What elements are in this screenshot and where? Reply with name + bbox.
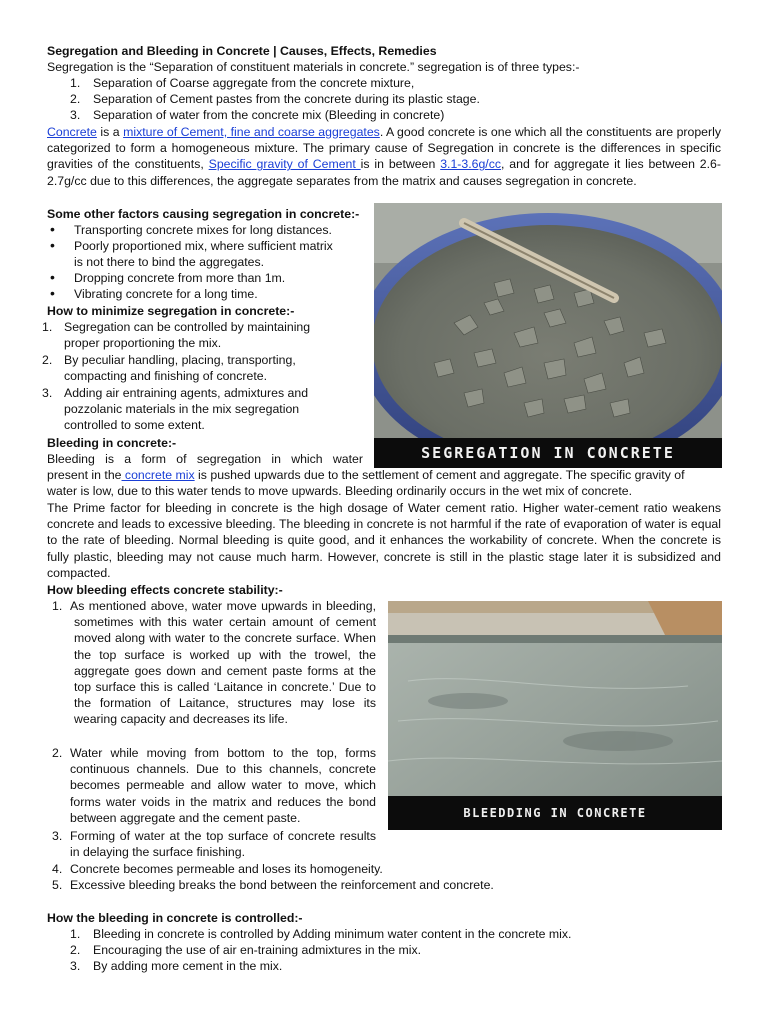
- list-number: 3.: [42, 386, 53, 400]
- list-number: 1.: [70, 76, 81, 90]
- list-number: 1.: [52, 599, 63, 613]
- prime-factor-paragraph: The Prime factor for bleeding in concrete is the high dosage of Water cement ratio. Higher water-cement ratio weakens concrete and leads to excessive bleeding. The bleeding in concrete is not harmful if the rate of evaporation of water is equal to the rate of bleeding. Normal bleeding is quite good, and it enhances the workability of concrete. When the concrete is fully plastic, bleeding may not cause much harm. However, concrete is still in the plastic stage later it is subsidized and compacted.: [47, 501, 721, 580]
- minimize-item-continued: pozzolanic materials in the mix segregation: [64, 402, 300, 416]
- controlled-item: By adding more cement in the mix.: [93, 959, 283, 973]
- link-mixture[interactable]: mixture of Cement, fine and coarse aggregates: [123, 125, 380, 139]
- list-number: 5.: [52, 878, 63, 892]
- bleeding-line: [47, 467, 685, 483]
- list-number: 3.: [52, 829, 63, 843]
- text-span: , and for aggregate it lies between 2.6-2.7g/cc due to this differences, the aggregate separates from the matrix and causes segregation in concrete.: [47, 157, 721, 188]
- link-concrete-mix[interactable]: concrete mix: [121, 468, 195, 482]
- doc-title: Segregation and Bleeding in Concrete | Causes, Effects, Remedies: [47, 44, 437, 58]
- segregation-photo: [374, 203, 722, 468]
- list-number: 3.: [70, 959, 81, 973]
- factor-item: Transporting concrete mixes for long distances.: [74, 223, 332, 237]
- link-gravity-range[interactable]: 3.1-3.6g/cc: [440, 157, 502, 172]
- factor-item-continued: is not there to bind the aggregates.: [74, 255, 265, 269]
- controlled-item: Encouraging the use of air en-training admixtures in the mix.: [93, 943, 422, 957]
- text-span: is a: [96, 125, 124, 139]
- text-span: . A good concrete is one which all the constituents are properly categorized to form a homogeneous mixture. The primary cause of Segregation in concrete is the differences in specific gravities of the constituents,: [47, 125, 721, 172]
- effect-item: Forming of water at the top surface of concrete results in delaying the surface finishing.: [70, 829, 376, 860]
- list-number: 1.: [70, 927, 81, 941]
- list-number: 2.: [70, 943, 81, 957]
- link-specific-gravity[interactable]: Specific gravity of Cement: [208, 157, 361, 172]
- bleeding-line: water is low, due to this water tends to move upwards. Bleeding ordinarily occurs in the wet mix of concrete.: [47, 484, 633, 498]
- bleeding-photo: [388, 601, 722, 830]
- bullet-icon: •: [50, 221, 55, 237]
- bullet-icon: •: [50, 237, 55, 253]
- minimize-item: Adding air entraining agents, admixtures and: [64, 386, 309, 400]
- type-item: Separation of Cement pastes from the concrete during its plastic stage.: [93, 92, 480, 106]
- list-number: 1.: [42, 320, 53, 334]
- factors-heading: Some other factors causing segregation in concrete:-: [47, 207, 360, 221]
- link-concrete[interactable]: Concrete: [47, 125, 97, 139]
- controlled-heading: How the bleeding in concrete is controlled:-: [47, 911, 303, 925]
- effect-item: Excessive bleeding breaks the bond between the reinforcement and concrete.: [70, 878, 494, 892]
- list-number: 2.: [52, 746, 63, 760]
- list-number: 3.: [70, 108, 81, 122]
- minimize-heading: How to minimize segregation in concrete:-: [47, 304, 295, 318]
- bleeding-line: Bleeding is a form of segregation in which water: [47, 452, 363, 466]
- bullet-icon: •: [50, 285, 55, 301]
- segregation-photo-art: [374, 203, 722, 468]
- list-number: 2.: [70, 92, 81, 106]
- effect-item: Water while moving from bottom to the top, forms continuous channels. Due to this channels, concrete becomes permeable and allow water to move, which forms water voids in the matrix and reduces the bond between aggregate and the cement paste.: [70, 746, 376, 825]
- effect-item: As mentioned above, water move upwards in bleeding, sometimes with this water certain amount of cement moved along with water to the concrete surface. When the top surface is worked up with the trowel, the aggregate goes down and cement paste forms at the top surface this is called ‘Laitance in concrete.’ Due to the formation of Laitance, structures may lose its wearing capacity and decreases its life.: [70, 599, 376, 727]
- minimize-item-continued: proper proportioning the mix.: [64, 336, 222, 350]
- minimize-item-continued: controlled to some extent.: [64, 418, 205, 432]
- effects-heading: How bleeding effects concrete stability:-: [47, 583, 283, 597]
- list-number: 2.: [42, 353, 53, 367]
- paragraph-segregation-cause: [47, 124, 721, 189]
- effect-item: Concrete becomes permeable and loses its homogeneity.: [70, 862, 383, 876]
- minimize-item-continued: compacting and finishing of concrete.: [64, 369, 268, 383]
- bullet-icon: •: [50, 269, 55, 285]
- minimize-item: By peculiar handling, placing, transporting,: [64, 353, 296, 367]
- minimize-item: Segregation can be controlled by maintaining: [64, 320, 311, 334]
- factor-item: Dropping concrete from more than 1m.: [74, 271, 286, 285]
- bleeding-heading: Bleeding in concrete:-: [47, 436, 177, 450]
- type-item: Separation of Coarse aggregate from the concrete mixture,: [93, 76, 415, 90]
- segregation-caption: SEGREGATION IN CONCRETE: [374, 438, 722, 468]
- text-span: is in between: [360, 157, 441, 172]
- factor-item: Poorly proportioned mix, where sufficient matrix: [74, 239, 333, 253]
- text-span: is pushed upwards due to the settlement of cement and aggregate. The specific gravity of: [194, 468, 685, 482]
- factor-item: Vibrating concrete for a long time.: [74, 287, 258, 301]
- text-span: present in the: [47, 468, 122, 482]
- bleeding-caption: BLEEDDING IN CONCRETE: [388, 796, 722, 830]
- list-number: 4.: [52, 862, 63, 876]
- controlled-item: Bleeding in concrete is controlled by Adding minimum water content in the concrete mix.: [93, 927, 572, 941]
- type-item: Separation of water from the concrete mix (Bleeding in concrete): [93, 108, 445, 122]
- intro-text: Segregation is the “Separation of constituent materials in concrete.” segregation is of three types:-: [47, 60, 580, 74]
